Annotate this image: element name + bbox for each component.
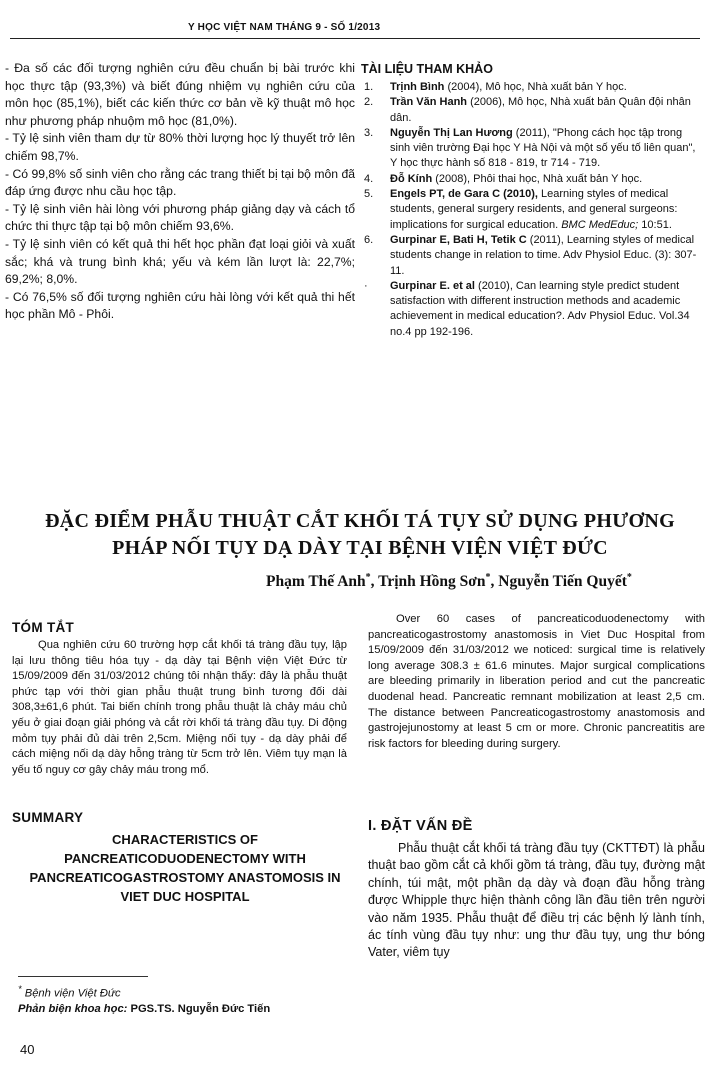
author-separator: ,: [370, 573, 379, 591]
author-mark: *: [626, 572, 632, 583]
author-name: Phạm Thế Anh: [266, 573, 366, 591]
reference-item: 4. Đỗ Kính (2008), Phôi thai học, Nhà xuất bản Y học.: [364, 172, 643, 185]
article-title: ĐẶC ĐIỂM PHẪU THUẬT CẮT KHỐI TÁ TỤY SỬ DỤNG PHƯƠNG PHÁP NỐI TỤY DẠ DÀY TẠI BỆNH VIỆN VIỆT ĐỨC: [45, 510, 675, 559]
conclusion-item: - Tỷ lệ sinh viên có kết quả thi hết học phần đạt loại giỏi và xuất sắc; khá và trung bình khá; yếu và kém lần lượt là: 22,7%; 69,2%; 8,0%.: [5, 236, 355, 287]
reviewer-name: PGS.TS. Nguyễn Đức Tiến: [127, 1003, 271, 1015]
conclusion-item: - Đa số các đối tượng nghiên cứu đều chuẩn bị bài trước khi học thực tập (93,3%) và biết đúng nhiệm vụ nghiên cứu của môn học (85,1%), biết các kiến thức cơ bản về kỹ thuật mô học như phương pháp nhuộm mô học (81,0%).: [5, 61, 355, 128]
intro-body: [368, 840, 705, 962]
author-mark: *: [365, 572, 371, 583]
intro-text: Phẫu thuật cắt khối tá tràng đầu tụy (CKTTĐT) là phẫu thuật bao gồm cắt cả khối gồm tá tràng, đầu tụy, đường mật chính, túi mật, một phần dạ dày và đoạn đầu hỗng tràng được Whipple thực hiện thành công lần đầu tiên trên người vào năm 1935. Phẫu thuật để điều trị các bệnh lý lành tính, ác tính vùng đầu tụy như: ung thư đầu tụy, ung thư bóng Vater, viêm tụy: [368, 841, 705, 960]
reference-item: · Gurpinar E. et al (2010), Can learning style predict student satisfaction with different instruction methods and academic achievement in medical education?. Adv Physiol Educ. Vol.34 no.4 pp 192-196.: [364, 279, 690, 338]
page-number: 40: [20, 1042, 35, 1057]
abstract-vi-heading: TÓM TẮT: [12, 620, 75, 635]
references-heading: TÀI LIỆU THAM KHẢO: [361, 62, 493, 76]
conclusion-item: - Tỷ lệ sinh viên hài lòng với phương pháp giảng dạy và cách tổ chức thi thực tập tại bộ môn chiếm 93,6%.: [5, 201, 355, 234]
author-separator: ,: [490, 573, 499, 591]
affiliation-footnote: [18, 984, 121, 1000]
conclusion-item: - Tỷ lệ sinh viên tham dự từ 80% thời lượng học lý thuyết trở lên chiếm 98,7%.: [5, 131, 355, 163]
abstract-vi-text: Qua nghiên cứu 60 trường hợp cắt khối tá tràng đầu tụy, lập lại lưu thông tiêu hóa tụy - dạ dày tại Bệnh viện Việt Đức từ 15/09/2009 đến 31/03/2012 chúng tôi nhận thấy: đây là phẫu thuật phức tạp với thời gian phẫu thuật trung bình tương đối dài 308,3±61,6 phút. Tai biến chính trong phẫu thuật là chảy máu chủ yếu ở giai đoạn giải phóng và cắt rời khối tá tràng đầu tụy. Di động mỏm tụy phải đủ dài trên 2,5cm. Miệng nối tụy - dạ dày phải để cách miệng nối dạ dày hỗng tràng từ 5cm trở lên. Viêm tụy mạn là yếu tố nguy cơ gây chảy máu trong mổ.: [12, 639, 347, 776]
prev-article-conclusions: [5, 60, 355, 324]
author-mark: *: [485, 572, 491, 583]
abstract-vi-body: [12, 638, 347, 778]
summary-title: CHARACTERISTICS OF PANCREATICODUODENECTOMY WITH PANCREATICOGASTROSTOMY ANASTOMOSIS IN VIET DUC HOSPITAL: [29, 832, 341, 904]
running-header: Y HỌC VIỆT NAM THÁNG 9 - SỐ 1/2013: [188, 22, 381, 33]
reviewer-label: Phản biện khoa học:: [18, 1003, 128, 1015]
author-name: Nguyễn Tiến Quyết: [498, 573, 627, 591]
author-name: Trịnh Hồng Sơn: [378, 573, 486, 591]
conclusion-item: - Có 99,8% số sinh viên cho rằng các trang thiết bị tại bộ môn đã đáp ứng được nhu cầu học tập.: [5, 166, 355, 199]
references-list: [358, 80, 704, 340]
reference-item: 6. Gurpinar E, Bati H, Tetik C (2011), Learning styles of medical students change in relation to time. Adv Physiol Educ. (3): 307-11.: [364, 233, 697, 277]
header-rule: [10, 38, 700, 39]
reference-item: 5. Engels PT, de Gara C (2010), Learning styles of medical students, general surgery residents, and general surgeons: implications for surgical education. BMC MedEduc; 10:51.: [364, 188, 678, 231]
conclusion-item: - Có 76,5% số đối tượng nghiên cứu hài lòng với kết quả thi hết học phần Mô - Phôi.: [5, 289, 355, 322]
reference-item: 2. Trần Văn Hanh (2006), Mô học, Nhà xuất bản Quân đội nhân dân.: [364, 96, 691, 124]
footnote-mark: *: [18, 984, 22, 994]
reference-item: 1. Trịnh Bình (2004), Mô học, Nhà xuất bản Y học.: [364, 81, 627, 93]
summary-body: [368, 612, 705, 752]
reviewer-line: [18, 1003, 270, 1015]
summary-heading: SUMMARY: [12, 810, 84, 825]
reference-item: 3. Nguyễn Thị Lan Hương (2011), "Phong cách học tập trong sinh viên trường Đại học Y Hà Nội và một số yếu tố liên quan", Y học thực hành số 818 - 819, tr 714 - 719.: [364, 126, 696, 170]
author-list: [266, 572, 632, 591]
intro-heading: I. ĐẶT VẤN ĐỀ: [368, 818, 473, 834]
footnote-text: Bệnh viện Việt Đức: [24, 987, 121, 1000]
summary-text: Over 60 cases of pancreaticoduodenectomy with pancreaticogastrostomy anastomosis in Viet Duc Hospital from 15/09/2009 đến 31/03/2012 we noticed: surgical time is relatively long average 308.3 ± 61.6 minutes. Major surgical complications are bleeding primarily in liberation period and cut the pancreatic duodenal head. Pancreatic remnant mobilization at least 2,5 cm. The distance between Pancreaticogastrostomy anastomosis and gastrojejunostomy at least 5 cm or more. Chronic pancreatitis are risk factors for bleeding during surgery.: [368, 613, 705, 750]
footnote-rule: [18, 976, 148, 977]
